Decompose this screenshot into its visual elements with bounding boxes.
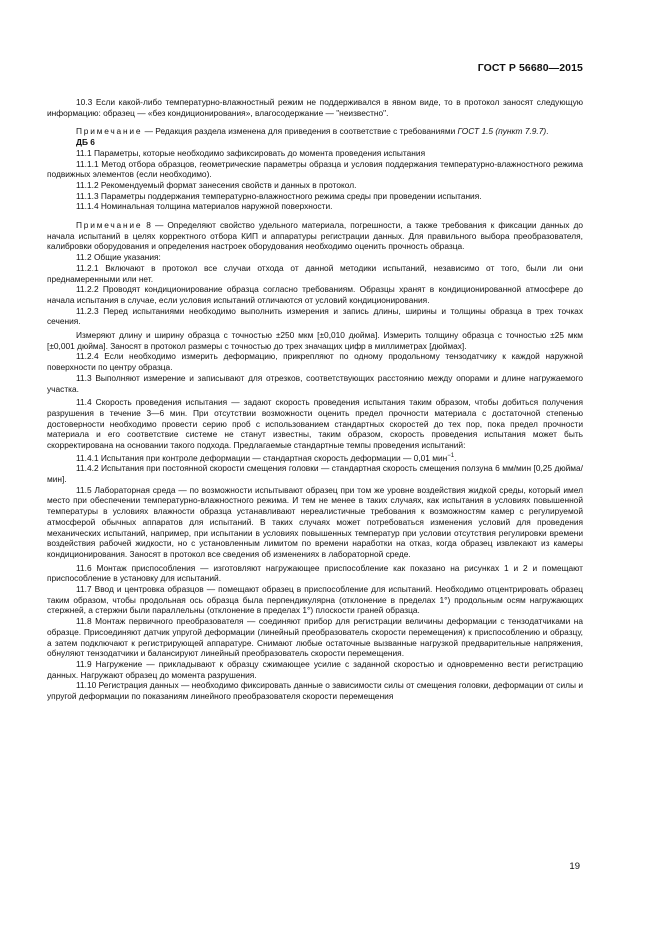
standard-header: ГОСТ Р 56680—2015 <box>477 62 583 74</box>
document-body <box>47 97 583 702</box>
paragraph-11-6: 11.6 Монтаж приспособления — изготовляют нагружающее приспособление как показано на рисунках 1 и 2 и помещают приспособление в установку для испытаний. <box>47 562 583 584</box>
paragraph-11-1-2: 11.1.2 Рекомендуемый формат занесения свойств и данных в протокол. <box>76 179 357 190</box>
paragraph-11-8: 11.8 Монтаж первичного преобразователя — соединяют прибор для регистрации величины деформации с тензодатчиками на образце. Присоединяют датчик упругой деформации (линейный преобразователь скорости перемещения) к приспособлению и образцу, а затем подключают к регистрирующей аппаратуре. Снимают любые остаточные вызванные нагрузкой предварительные напряжения, обнуляют тензодатчики и балансируют линейный преобразователь скорости перемещения. <box>47 616 583 659</box>
paragraph-11-2-4: 11.2.4 Если необходимо измерить деформацию, прикрепляют по одному продольному тензодатчику к каждой наружной поверхности по центру образца. <box>47 351 583 373</box>
note-8 <box>47 220 583 252</box>
paragraph-11-1-4: 11.1.4 Номинальная толщина материалов наружной поверхности. <box>76 201 333 212</box>
paragraph-11-9: 11.9 Нагружение — прикладывают к образцу сжимающее усилие с заданной скоростью и одновременно вести регистрацию данных. Нагружают образец до момента разрушения. <box>47 658 583 680</box>
paragraph-11-7: 11.7 Ввод и центровка образцов — помещают образец в приспособление для испытаний. Необходимо отцентрировать образец таким образом, чтобы продольная ось образца была перпендикулярна (отклонение в пределах 1°) продольным осям нагружающих стержней, а стержни были параллельны (отклонение в пределах 1°) плоскости граней образца. <box>47 584 583 616</box>
note-editorial: Примечание — Редакция раздела изменена для приведения в соответствие с требованиями ГОСТ 1.5 (пункт 7.9.7). <box>76 126 549 137</box>
paragraph-11-4: 11.4 Скорость проведения испытания — задают скорость проведения испытания таким образом, чтобы добиться получения разрушения в течение 3—6 мин. При отсутствии возможности оценить предел прочности материала с достаточной степенью достоверности необходимо провести серию проб с использованием стандартных скоростей до тех пор, пока предел прочности материала и его соответствие системе не станут известны, таким образом, скорость проведения испытания может быть скорректирована на основании такого подхода. Предлагаемые стандартные темпы проведения испытаний: <box>47 397 583 451</box>
paragraph-11-2-3-measure: Измеряют длину и ширину образца с точностью ±250 мкм [±0,010 дюйма]. Измерить толщину образца с точностью ±25 мкм [±0,001 дюйма]. Заносят в протокол размеры с точностью до трех значащих цифр в миллиметрах [дюймах]. <box>47 330 583 351</box>
note-label: Примечание <box>76 126 143 137</box>
paragraph-11-1-3: 11.1.3 Параметры поддержания температурно-влажностного режима среды при проведении испытания. <box>76 190 482 201</box>
unit-exponent: −1 <box>447 452 455 459</box>
paragraph-11-2-3: 11.2.3 Перед испытаниями необходимо выполнить измерения и запись длины, ширины и толщины образца в трех точках сечения. <box>47 305 583 327</box>
paragraph-11-2: 11.2 Общие указания: <box>76 252 161 263</box>
note-8-text: 8 — Определяют свойство удельного материала, погрешности, а также требования к фиксации данных до начала испытаний в целях корректного отбора КИП и аппаратуры регистрации данных. Для правильного выбора преобразователя, калибровки оборудования и определения настроек оборудования необходимо оценить прочность образца. <box>47 220 583 252</box>
page-number: 19 <box>569 861 580 872</box>
paragraph-11-2-1: 11.2.1 Включают в протокол все случаи отхода от данной методики испытаний, независимо от того, были ли они преднамеренными или нет. <box>47 262 583 284</box>
note-reference: ГОСТ 1.5 (пункт 7.9.7) <box>457 126 547 137</box>
paragraph-10-3: 10.3 Если какой-либо температурно-влажностный режим не поддерживался в явном виде, то в протокол заносят следующую информацию: образец — «без кондиционирования», влагосодержание — "неизвестно". <box>47 97 583 118</box>
paragraph-11-4-2: 11.4.2 Испытания при постоянной скорости смещения головки — стандартная скорость смещения ползуна 6 мм/мин [0,25 дюйма/мин]. <box>47 463 583 484</box>
paragraph-11-5: 11.5 Лабораторная среда — по возможности испытывают образец при том же уровне воздействия жидкой среды, который имел место при обеспечении температурно-влажностного режима. И тем не менее в таких случаях, как испытания в условиях повышенной температуры в условиях влажности образца устанавливают нереалистичные требования к возможностям камер с регулируемой атмосферой обычных аппаратов для испытаний. В таких случаях может потребоваться изменения условий для проведения механических испытаний, например, при испытании в условиях повышенных температур при условии отсутствия регулировки времени воздействия рабочей жидкости, но с установленным лимитом по времени наработки на отказ, когда образец извлекают из камеры кондиционирования. Заносят в протокол все сведения об изменениях в лабораторной среде. <box>47 484 583 559</box>
note-8-label: Примечание <box>76 220 143 231</box>
note-text: — Редакция раздела изменена для приведения в соответствие с требованиями <box>142 126 458 137</box>
paragraph-11-10: 11.10 Регистрация данных — необходимо фиксировать данные о зависимости силы от смещения головки, деформации от силы и упругой деформации по показаниям линейного преобразователя скорости перемещения <box>47 680 583 702</box>
paragraph-11-1: 11.1 Параметры, которые необходимо зафиксировать до момента проведения испытания <box>76 147 426 158</box>
paragraph-11-3: 11.3 Выполняют измерение и записывают для отрезков, соответствующих расстоянию между опорами и длине нагружаемого участка. <box>47 372 583 394</box>
paragraph-11-1-1: 11.1.1 Метод отбора образцов, геометрические параметры образца и условия поддержания температурно-влажностного режима подвижных элементов (если необходимо). <box>47 158 583 180</box>
paragraph-11-4-1: 11.4.1 Испытания при контроле деформации — стандартная скорость деформации — 0,01 мин$^{-1}$. <box>76 452 457 463</box>
section-code: ДБ 6 <box>76 137 95 148</box>
paragraph-11-2-2: 11.2.2 Проводят кондиционирование образца согласно требованиям. Образцы хранят в кондиционированной атмосфере до начала испытания в случае, если условия испытаний отличаются от условий кондиционирования. <box>47 284 583 305</box>
